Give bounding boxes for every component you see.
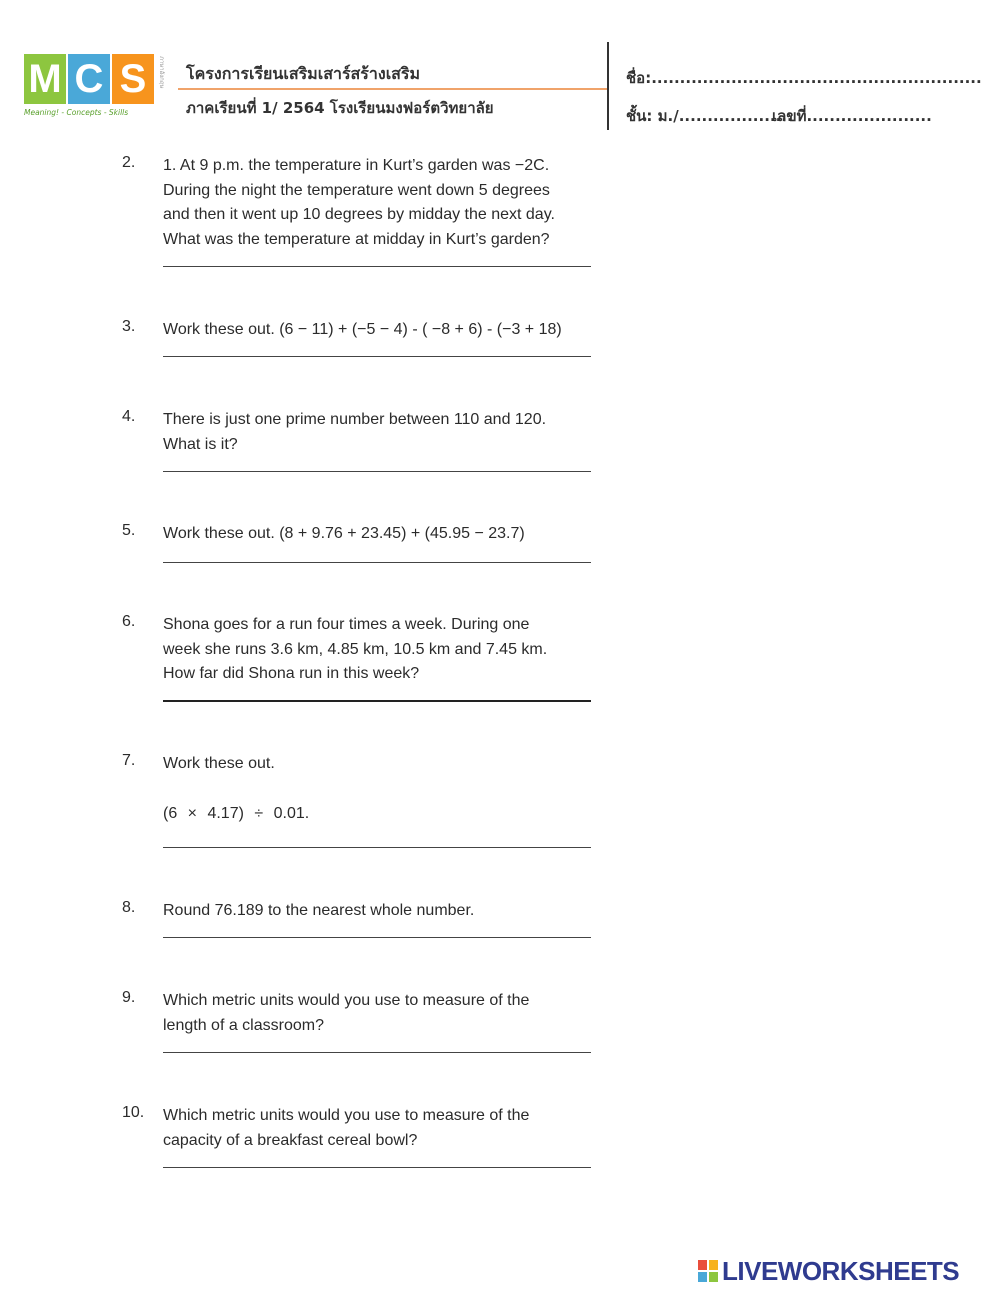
question-line: What was the temperature at midday in Kurt’s garden? — [163, 230, 550, 248]
answer-line[interactable] — [163, 847, 591, 848]
question-text — [163, 318, 603, 343]
question-number: 7. — [122, 752, 136, 769]
question-line: and then it went up 10 degrees by midday the next day. — [163, 206, 555, 223]
answer-line[interactable] — [163, 266, 591, 267]
question-number: 8. — [122, 899, 136, 916]
question-line: How far did Shona run in this week? — [163, 665, 420, 682]
header-vertical-divider — [607, 42, 609, 130]
question-text — [163, 752, 603, 777]
question-line: Work these out. (8 + 9.76 + 23.45) + (45.95 − 23.7) — [163, 525, 525, 542]
question-line: During the night the temperature went down 5 degrees — [163, 181, 550, 199]
liveworksheets-wordmark: LIVEWORKSHEETS — [722, 1256, 960, 1286]
question-number: 9. — [122, 989, 136, 1006]
question-line: capacity of a breakfast cereal bowl? — [163, 1131, 418, 1149]
header-divider — [178, 88, 608, 90]
answer-line[interactable] — [163, 1167, 591, 1168]
question-line: Which metric units would you use to measure of the — [163, 1107, 530, 1124]
class-field[interactable]: ชั้น: ม./.................... — [626, 107, 793, 125]
question-line: Work these out. — [163, 755, 275, 772]
question-number: 5. — [122, 522, 136, 539]
answer-line[interactable] — [163, 471, 591, 472]
question-number: 6. — [122, 613, 136, 630]
answer-line[interactable] — [163, 1052, 591, 1053]
logo-letter-s: S — [112, 54, 154, 104]
question-line: Round 76.189 to the nearest whole number. — [163, 902, 475, 919]
student-name-field[interactable]: ชื่อ:.......................................................... — [626, 69, 982, 87]
question-text — [163, 899, 603, 924]
answer-line[interactable] — [163, 700, 591, 702]
question-line: There is just one prime number between 110 and 120. — [163, 411, 547, 428]
liveworksheets-icon — [698, 1260, 718, 1282]
logo-tagline: Meaning! - Concepts - Skills — [24, 108, 129, 117]
question-line: length of a classroom? — [163, 1016, 324, 1034]
question-text — [163, 522, 603, 547]
mcs-logo — [24, 54, 174, 120]
question-line: Work these out. (6 − 11) + (−5 − 4) - ( −8 + 6) - (−3 + 18) — [163, 321, 562, 338]
question-line: Which metric units would you use to measure of the — [163, 992, 530, 1009]
question-number: 4. — [122, 408, 136, 425]
answer-line[interactable] — [163, 937, 591, 938]
answer-line[interactable] — [163, 356, 591, 357]
expression: (6 × 4.17) ÷ 0.01. — [163, 805, 310, 822]
question-text — [163, 408, 603, 457]
student-number-field[interactable]: เลขที่...................... — [772, 107, 932, 125]
question-text — [163, 613, 603, 687]
question-line: 1. At 9 p.m. the temperature in Kurt’s garden was −2C. — [163, 157, 550, 174]
question-number: 3. — [122, 318, 136, 335]
question-line: What is it? — [163, 435, 238, 453]
logo-side-text: ภาษาอังกฤษ — [158, 56, 164, 89]
question-line: week she runs 3.6 km, 4.85 km, 10.5 km and 7.45 km. — [163, 640, 548, 658]
question-text — [163, 1104, 603, 1153]
question-number: 2. — [122, 154, 136, 171]
logo-letter-m: M — [24, 54, 66, 104]
question-text — [163, 154, 603, 252]
question-line: Shona goes for a run four times a week. During one — [163, 616, 530, 633]
answer-line[interactable] — [163, 562, 591, 563]
term-school-line: ภาคเรียนที่ 1/ 2564 โรงเรียนมงฟอร์ตวิทยาลัย — [186, 99, 494, 117]
program-title: โครงการเรียนเสริมเสาร์สร้างเสริม — [186, 64, 421, 83]
question-text — [163, 989, 603, 1038]
question-number: 10. — [122, 1104, 145, 1121]
logo-letter-c: C — [68, 54, 110, 104]
